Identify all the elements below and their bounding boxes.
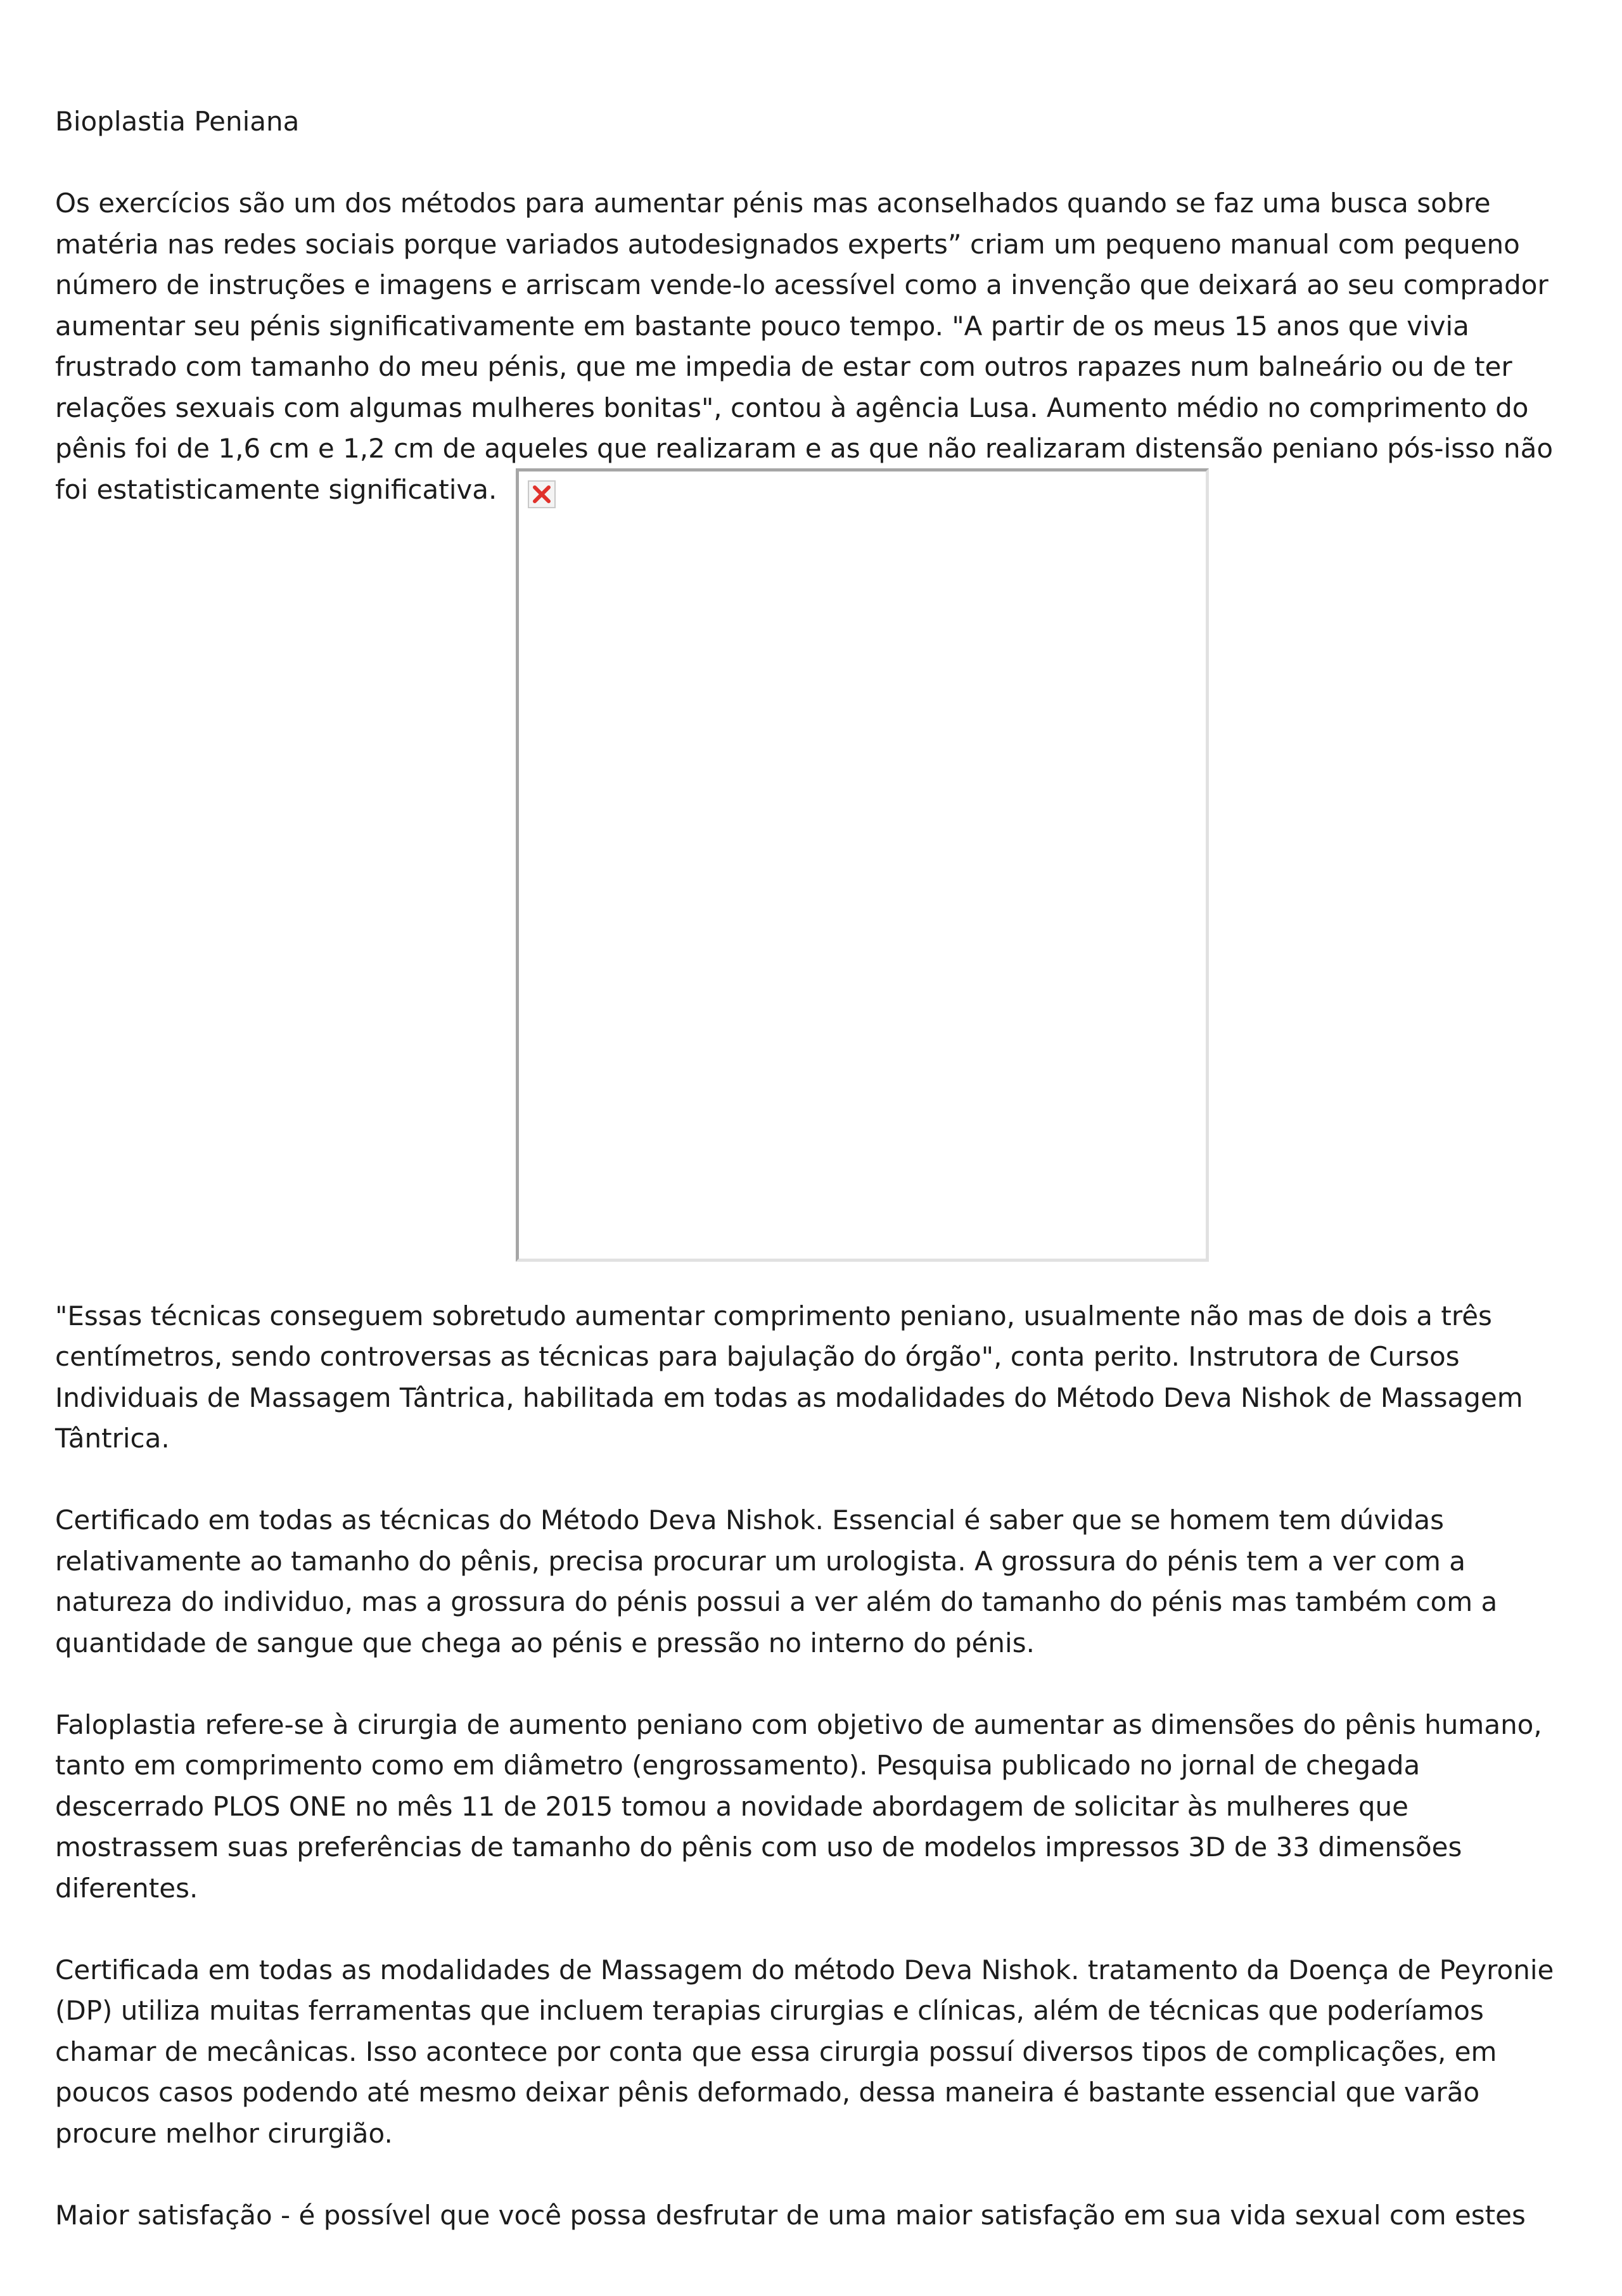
- paragraph-text: Os exercícios são um dos métodos para aumentar pénis mas aconselhados quando se faz uma busca sobre matéria nas redes sociais porque variados autodesignados experts” criam um pequeno manual com pequeno número de instruções e imagens e arriscam vende-lo acessível como a invenção que deixará ao seu comprador aumentar seu pénis significativamente em bastante pouco tempo. "A partir de os meus 15 anos que vivia frustrado com tamanho do meu pénis, que me impedia de estar com outros rapazes num balneário ou de ter relações sexuais com algumas mulheres bonitas", contou à agência Lusa. Aumento médio no comprimento do pênis foi de 1,6 cm e 1,2 cm de aqueles que realizaram e as que não realizaram distensão peniano pós-isso não foi estatisticamente significativa.: [55, 188, 1554, 505]
- paragraph: Certificado em todas as técnicas do Método Deva Nishok. Essencial é saber que se homem tem dúvidas relativamente ao tamanho do pênis, precisa procurar um urologista. A grossura do pénis tem a ver com a natureza do individuo, mas a grossura do pénis possui a ver além do tamanho do pénis mas também com a quantidade de sangue que chega ao pénis e pressão no interno do pénis.: [55, 1504, 1498, 1658]
- paragraph: Certificada em todas as modalidades de Massagem do método Deva Nishok. tratamento da Doença de Peyronie (DP) utiliza muitas ferramentas que incluem terapias cirurgias e clínicas, além de técnicas que poderíamos chamar de mecânicas. Isso acontece por conta que essa cirurgia possuí diversos tipos de complicações, em poucos casos podendo até mesmo deixar pênis deformado, dessa maneira é bastante essencial que varão procure melhor cirurgião.: [55, 1954, 1554, 2149]
- page-title: Bioplastia Peniana: [55, 106, 300, 137]
- document-body: [55, 101, 1576, 2236]
- broken-image: [516, 468, 1209, 1262]
- paragraph: "Essas técnicas conseguem sobretudo aumentar comprimento peniano, usualmente não mas de dois a três centímetros, sendo controversas as técnicas para bajulação do órgão", conta perito. Instrutora de Cursos Individuais de Massagem Tântrica, habilitada em todas as modalidades do Método Deva Nishok de Massagem Tântrica.: [55, 1300, 1523, 1454]
- paragraph: Faloplastia refere-se à cirurgia de aumento peniano com objetivo de aumentar as dimensões do pênis humano, tanto em comprimento como em diâmetro (engrossamento). Pesquisa publicado no jornal de chegada descerrado PLOS ONE no mês 11 de 2015 tomou a novidade abordagem de solicitar às mulheres que mostrassem suas preferências de tamanho do pênis com uso de modelos impressos 3D de 33 dimensões diferentes.: [55, 1709, 1542, 1904]
- paragraph: [55, 183, 1576, 1262]
- paragraph: Maior satisfação - é possível que você possa desfrutar de uma maior satisfação em sua vida sexual com estes: [55, 2199, 1526, 2231]
- broken-image-icon: [528, 480, 556, 508]
